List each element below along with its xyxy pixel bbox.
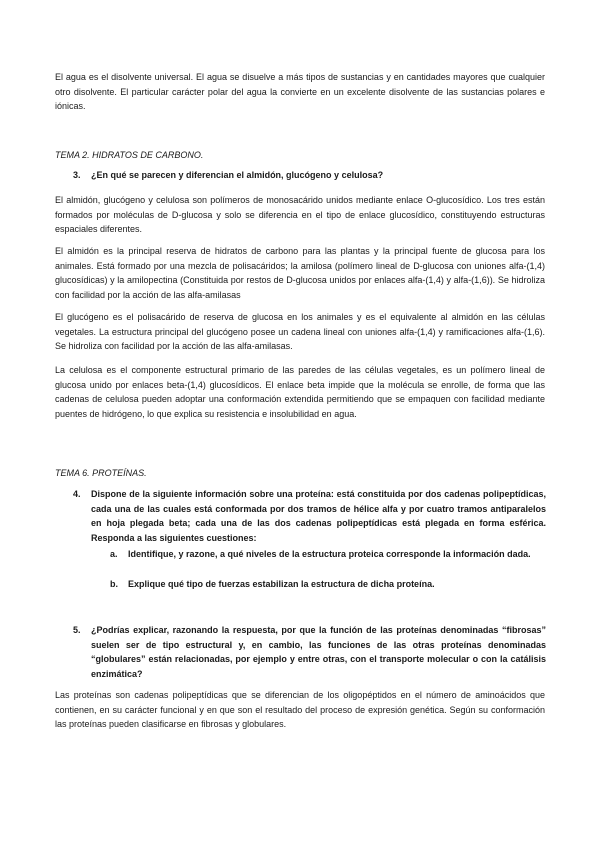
question-5	[73, 623, 546, 681]
answer-3-text-1: El almidón, glucógeno y celulosa son polímeros de monosacárido unidos mediante enlace O-glucosídico. Los tres están formados por moléculas de D-glucosa y solo se diferencia en el tipo de enlace glucosídico, constituyendo estructuras espaciales diferentes.	[55, 195, 545, 235]
question-4-text: Dispone de la siguiente información sobre una proteína: está constituida por dos cadenas polipeptídicas, cada una de las cuales está conformada por dos tramos de hélice alfa y por cuatro tramos antiparalelos en hoja plegada beta; cada una de las dos cadenas polipeptídicas está plegada en forma esférica. Responda a las siguientes cuestiones:	[91, 489, 546, 543]
sub-a-number: a.	[110, 549, 118, 559]
answer-3-text-4: La celulosa es el componente estructural primario de las paredes de las células vegetales, es un polímero lineal de glucosa unido por enlaces beta-(1,4) glucosídicos. El enlace beta impide que la molécula se enrolle, de forma que las cadenas de celulosa pueden adoptar una conformación extendida permitiendo que se empaquen con facilidad mediante puentes de hidrógeno, lo que explica su resistencia e insolubilidad en agua.	[55, 365, 545, 419]
question-5-number: 5.	[73, 625, 81, 635]
answer-3-paragraph-2	[55, 244, 545, 302]
answer-3-paragraph-4	[55, 363, 545, 421]
answer-5-text: Las proteínas son cadenas polipeptídicas que se diferencian de los oligopéptidos en el número de aminoácidos que contienen, en su carácter funcional y en que son el resultado del proceso de expresión genética. Según su conformación las proteínas pueden clasificarse en fibrosas y globulares.	[55, 690, 545, 730]
question-4	[73, 487, 546, 545]
question-4-number: 4.	[73, 489, 81, 499]
question-3-number: 3.	[73, 170, 81, 180]
answer-5-paragraph	[55, 688, 545, 732]
sub-b-text: Explique qué tipo de fuerzas estabilizan la estructura de dicha proteína.	[128, 579, 435, 589]
question-5-text: ¿Podrías explicar, razonando la respuesta, por que la función de las proteínas denominadas “fibrosas” suelen ser de tipo estructural y, en cambio, las funciones de las otras proteínas denominadas “globulares” están relacionadas, por ejemplo y entre otras, con el transporte molecular o con la catálisis enzimática?	[91, 625, 546, 679]
tema6-heading: TEMA 6. PROTEÍNAS.	[55, 468, 147, 478]
question-4-sub-b	[110, 577, 545, 592]
question-3-text: ¿En qué se parecen y diferencian el almidón, glucógeno y celulosa?	[91, 170, 384, 180]
question-4-sub-a	[110, 547, 545, 562]
intro-text: El agua es el disolvente universal. El agua se disuelve a más tipos de sustancias y en cantidades mayores que cualquier otro disolvente. El particular carácter polar del agua la convierte en un excelente disolvente de las sustancias polares e iónicas.	[55, 72, 545, 112]
tema2-heading: TEMA 2. HIDRATOS DE CARBONO.	[55, 150, 204, 160]
question-3	[73, 168, 546, 183]
sub-b-number: b.	[110, 579, 118, 589]
answer-3-paragraph-1	[55, 193, 545, 237]
intro-paragraph	[55, 70, 545, 114]
sub-a-text: Identifique, y razone, a qué niveles de la estructura proteica corresponde la información dada.	[128, 549, 531, 559]
answer-3-paragraph-3	[55, 310, 545, 354]
answer-3-text-2: El almidón es la principal reserva de hidratos de carbono para las plantas y la principal fuente de glucosa para los animales. Está formado por una mezcla de polisacáridos; la amilosa (polímero lineal de D-glucosa con uniones alfa-(1,4) glucosídicas) y la amilopectina (Constituida por restos de D-glucosa unidos por enlaces alfa-(1,4) y alfa-(1,6)). Se hidroliza con facilidad por la acción de las alfa-amilasas	[55, 246, 545, 300]
answer-3-text-3: El glucógeno es el polisacárido de reserva de glucosa en los animales y es el equivalente al almidón en las células vegetales. La estructura principal del glucógeno posee un cadena lineal con uniones alfa-(1,4) y ramificaciones alfa-(1,6). Se hidroliza con facilidad por la acción de las alfa-amilasas.	[55, 312, 545, 352]
